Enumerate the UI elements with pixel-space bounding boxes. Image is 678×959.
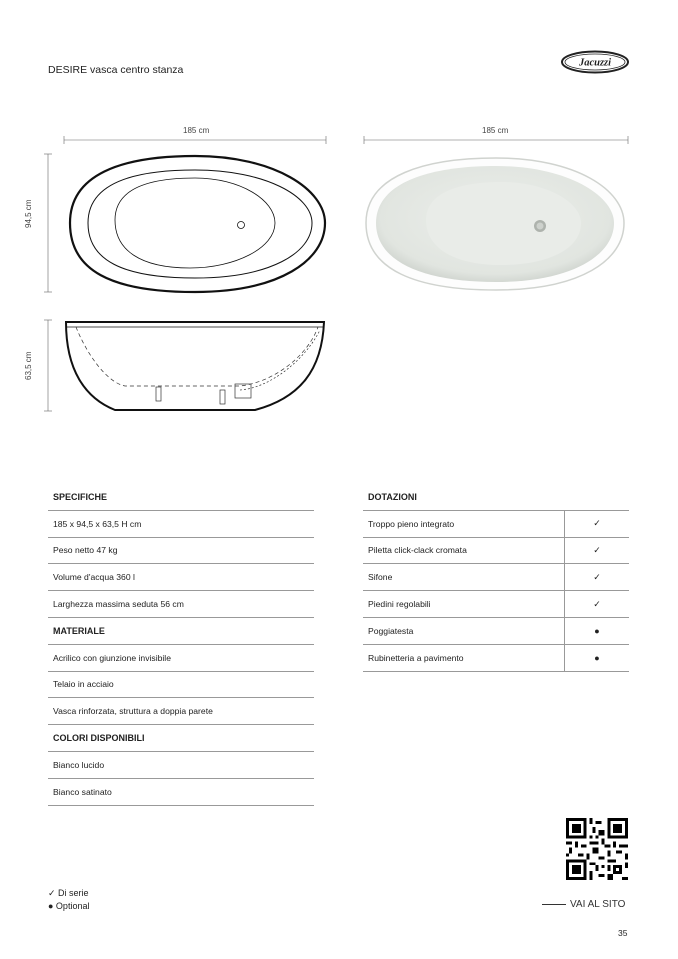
table-row: Acrilico con giunzione invisibile (48, 645, 314, 672)
render-width-label: 185 cm (482, 126, 509, 135)
table-row: Telaio in acciaio (48, 672, 314, 699)
dotazioni-header: DOTAZIONI (363, 484, 629, 511)
top-depth-label: 94,5 cm (24, 199, 33, 228)
specs-table (48, 484, 314, 806)
qr-code[interactable] (566, 818, 628, 880)
table-row: Piedini regolabili ✓ (363, 591, 629, 618)
page-title: DESIRE vasca centro stanza (48, 64, 184, 76)
vai-al-sito-label: VAI AL SITO (570, 899, 626, 910)
table-row: Sifone ✓ (363, 564, 629, 591)
table-row: Piletta click-clack cromata ✓ (363, 538, 629, 565)
vai-al-sito-link[interactable] (542, 899, 625, 910)
table-row: Bianco lucido (48, 752, 314, 779)
table-row: 185 x 94,5 x 63,5 H cm (48, 511, 314, 538)
table-row: Troppo pieno integrato ✓ (363, 511, 629, 538)
side-height-label: 63,5 cm (24, 351, 33, 380)
table-row: Larghezza massima seduta 56 cm (48, 591, 314, 618)
materiale-header: MATERIALE (48, 618, 314, 645)
table-row: Poggiatesta ● (363, 618, 629, 645)
bathtub-render (356, 120, 636, 300)
table-row: Peso netto 47 kg (48, 538, 314, 565)
top-width-label: 185 cm (183, 126, 210, 135)
technical-drawings (30, 120, 340, 420)
jacuzzi-logo[interactable] (560, 50, 630, 74)
table-row: Volume d'acqua 360 l (48, 564, 314, 591)
table-row: Rubinetteria a pavimento ● (363, 645, 629, 672)
table-row: Vasca rinforzata, struttura a doppia parete (48, 698, 314, 725)
legend-standard: ✓ Di serie (48, 888, 89, 898)
divider-line (542, 904, 566, 905)
legend-optional: ● Optional (48, 901, 90, 911)
svg-text:Jacuzzi: Jacuzzi (578, 57, 612, 69)
colori-header: COLORI DISPONIBILI (48, 725, 314, 752)
table-row: Bianco satinato (48, 779, 314, 806)
dotazioni-table (363, 484, 629, 672)
page-number: 35 (618, 928, 628, 938)
specs-header: SPECIFICHE (48, 484, 314, 511)
